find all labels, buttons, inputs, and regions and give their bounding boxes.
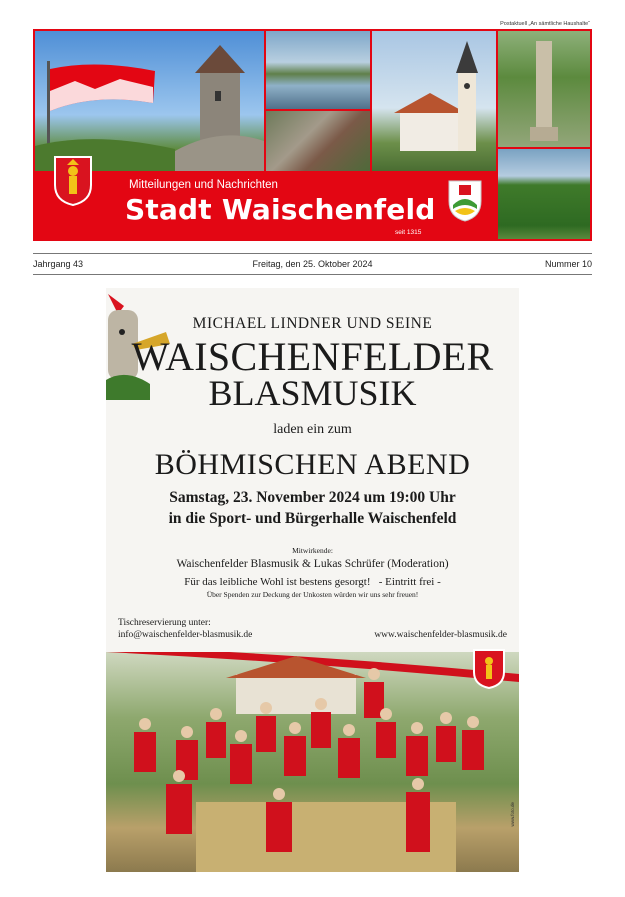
- poster-datetime: Samstag, 23. November 2024 um 19:00 Uhr: [169, 489, 456, 506]
- poster-event-title: BÖHMISCHEN ABEND: [154, 448, 471, 481]
- event-poster: [106, 288, 519, 872]
- poster-photo-credit: www.foto.de: [510, 802, 515, 827]
- poster-invite: laden ein zum: [273, 422, 352, 437]
- photo-monument: [498, 31, 590, 147]
- photo-church: [372, 31, 496, 171]
- masthead-banner: [33, 29, 592, 241]
- poster-band-name-line1: WAISCHENFELDER: [131, 334, 494, 379]
- issue-date: Freitag, den 25. Oktober 2024: [252, 259, 373, 269]
- poster-website: www.waischenfelder-blasmusik.de: [374, 630, 507, 640]
- church-illustration: [372, 31, 496, 171]
- poster-email: info@waischenfelder-blasmusik.de: [118, 630, 253, 640]
- poster-venue: in die Sport- und Bürgerhalle Waischenfeld: [168, 510, 457, 527]
- poster-catering: Für das leibliche Wohl ist bestens gesorgt! - Eintritt frei -: [184, 576, 441, 588]
- poster-coat-of-arms-icon: [472, 648, 506, 690]
- poster-contributors: Waischenfelder Blasmusik & Lukas Schrüfer (Moderation): [176, 558, 449, 570]
- coat-of-arms-icon: [53, 155, 93, 207]
- masthead-title: Stadt Waischenfeld: [125, 193, 436, 226]
- masthead-since: seit 1315: [395, 229, 422, 236]
- issue-number: Nummer 10: [544, 259, 592, 269]
- photo-lake: [266, 31, 370, 109]
- poster-reservation-label: Tischreservierung unter:: [118, 618, 211, 628]
- band-photo: [106, 652, 519, 872]
- band-group-illustration: [106, 652, 519, 872]
- poster-intro-line: MICHAEL LINDNER UND SEINE: [192, 315, 433, 332]
- poster-contributors-label: Mitwirkende:: [292, 546, 333, 555]
- monument-illustration: [498, 31, 590, 147]
- poster-band-name-line2: BLASMUSIK: [208, 373, 417, 413]
- photo-town: [266, 111, 370, 171]
- issue-volume: Jahrgang 43: [33, 259, 84, 269]
- tower-flag-illustration: [35, 31, 264, 171]
- photo-tower-flag: [35, 31, 264, 171]
- photo-tree: [498, 149, 590, 239]
- masthead-subtitle: Mitteilungen und Nachrichten: [129, 179, 278, 191]
- poster-donations: Über Spenden zur Deckung der Unkosten würden wir uns sehr freuen!: [206, 590, 419, 599]
- issue-meta-bar: [33, 253, 592, 275]
- region-badge-icon: [447, 179, 483, 223]
- postal-note: Postaktuell „An sämtliche Haushalte“: [500, 21, 590, 27]
